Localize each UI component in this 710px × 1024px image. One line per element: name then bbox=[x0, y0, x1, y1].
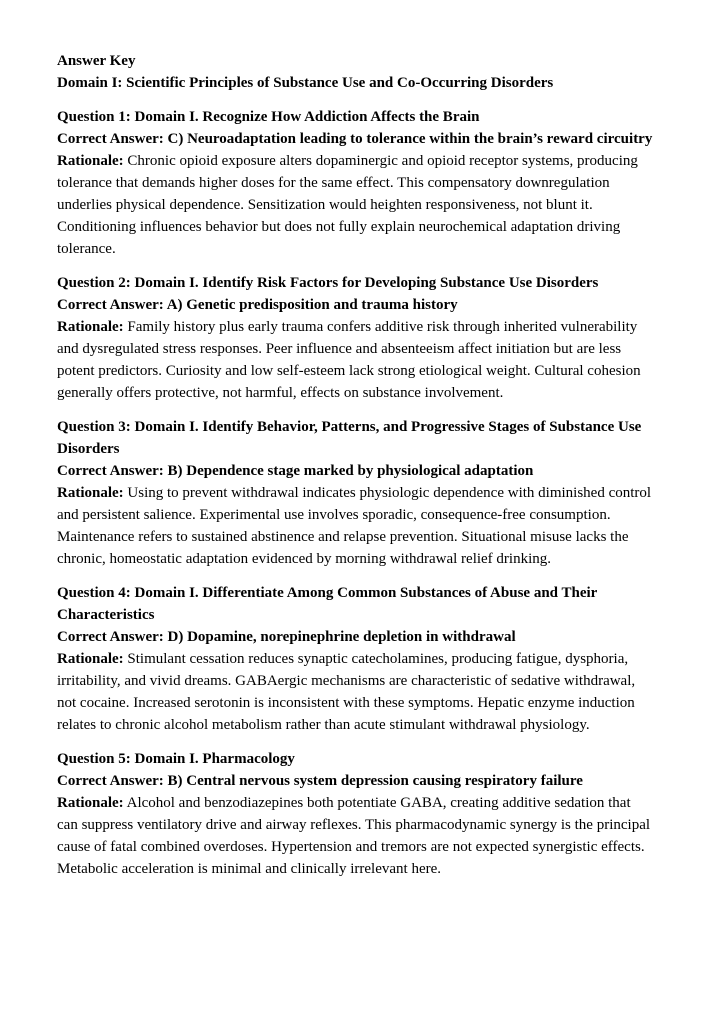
page-title: Answer Key bbox=[57, 53, 136, 69]
rationale-label: Rationale: bbox=[57, 319, 124, 335]
correct-answer: Correct Answer: B) Dependence stage marked by physiological adaptation bbox=[57, 463, 534, 479]
question-heading: Question 2: Domain I. Identify Risk Factors for Developing Substance Use Disorders bbox=[57, 275, 599, 291]
rationale-label: Rationale: bbox=[57, 651, 124, 667]
question-block-2 bbox=[57, 272, 653, 404]
correct-answer: Correct Answer: B) Central nervous system depression causing respiratory failure bbox=[57, 773, 583, 789]
domain-heading: Domain I: Scientific Principles of Substance Use and Co-Occurring Disorders bbox=[57, 75, 554, 91]
rationale-label: Rationale: bbox=[57, 795, 124, 811]
rationale bbox=[57, 482, 653, 570]
rationale bbox=[57, 150, 653, 260]
correct-answer: Correct Answer: D) Dopamine, norepinephrine depletion in withdrawal bbox=[57, 629, 516, 645]
rationale-text: Family history plus early trauma confers additive risk through inherited vulnerability and dysregulated stress responses. Peer influence and absenteeism affect initiation but are less potent predictors. Curiosity and low self-esteem lack strong etiological weight. Cultural cohesion generally offers protective, not harmful, effects on substance involvement. bbox=[57, 319, 641, 401]
rationale-label: Rationale: bbox=[57, 485, 124, 501]
document-header bbox=[57, 50, 653, 94]
rationale-text: Stimulant cessation reduces synaptic catecholamines, producing fatigue, dysphoria, irritability, and vivid dreams. GABAergic mechanisms are characteristic of sedative withdrawal, not cocaine. Increased serotonin is inconsistent with these symptoms. Hepatic enzyme induction relates to chronic alcohol metabolism rather than acute stimulant withdrawal physiology. bbox=[57, 651, 636, 733]
rationale-text: Chronic opioid exposure alters dopaminergic and opioid receptor systems, producing tolerance that demands higher doses for the same effect. This compensatory downregulation underlies physical dependence. Sensitization would heighten responsiveness, not blunt it. Conditioning influences behavior but does not fully explain neurochemical adaptation driving tolerance. bbox=[57, 153, 638, 257]
correct-answer: Correct Answer: A) Genetic predisposition and trauma history bbox=[57, 297, 458, 313]
rationale-text: Alcohol and benzodiazepines both potentiate GABA, creating additive sedation that can suppress ventilatory drive and airway reflexes. This pharmacodynamic synergy is the principal cause of fatal combined overdoses. Hypertension and tremors are not expected synergistic effects. Metabolic acceleration is minimal and clinically irrelevant here. bbox=[57, 795, 651, 877]
rationale-label: Rationale: bbox=[57, 153, 124, 169]
rationale-text: Using to prevent withdrawal indicates physiologic dependence with diminished control and persistent salience. Experimental use involves sporadic, consequence-free consumption. Maintenance refers to sustained abstinence and relapse prevention. Situational misuse lacks the chronic, homeostatic adaptation evidenced by morning withdrawal relief drinking. bbox=[57, 485, 652, 567]
question-heading: Question 4: Domain I. Differentiate Among Common Substances of Abuse and Their Characteristics bbox=[57, 585, 598, 623]
question-block-3 bbox=[57, 416, 653, 570]
question-heading: Question 5: Domain I. Pharmacology bbox=[57, 751, 295, 767]
question-block-4 bbox=[57, 582, 653, 736]
rationale bbox=[57, 792, 653, 880]
question-block-1 bbox=[57, 106, 653, 260]
rationale bbox=[57, 648, 653, 736]
question-heading: Question 1: Domain I. Recognize How Addiction Affects the Brain bbox=[57, 109, 480, 125]
question-block-5 bbox=[57, 748, 653, 880]
rationale bbox=[57, 316, 653, 404]
correct-answer: Correct Answer: C) Neuroadaptation leading to tolerance within the brain’s reward circuitry bbox=[57, 131, 653, 147]
question-heading: Question 3: Domain I. Identify Behavior, Patterns, and Progressive Stages of Substance Use Disorders bbox=[57, 419, 642, 457]
